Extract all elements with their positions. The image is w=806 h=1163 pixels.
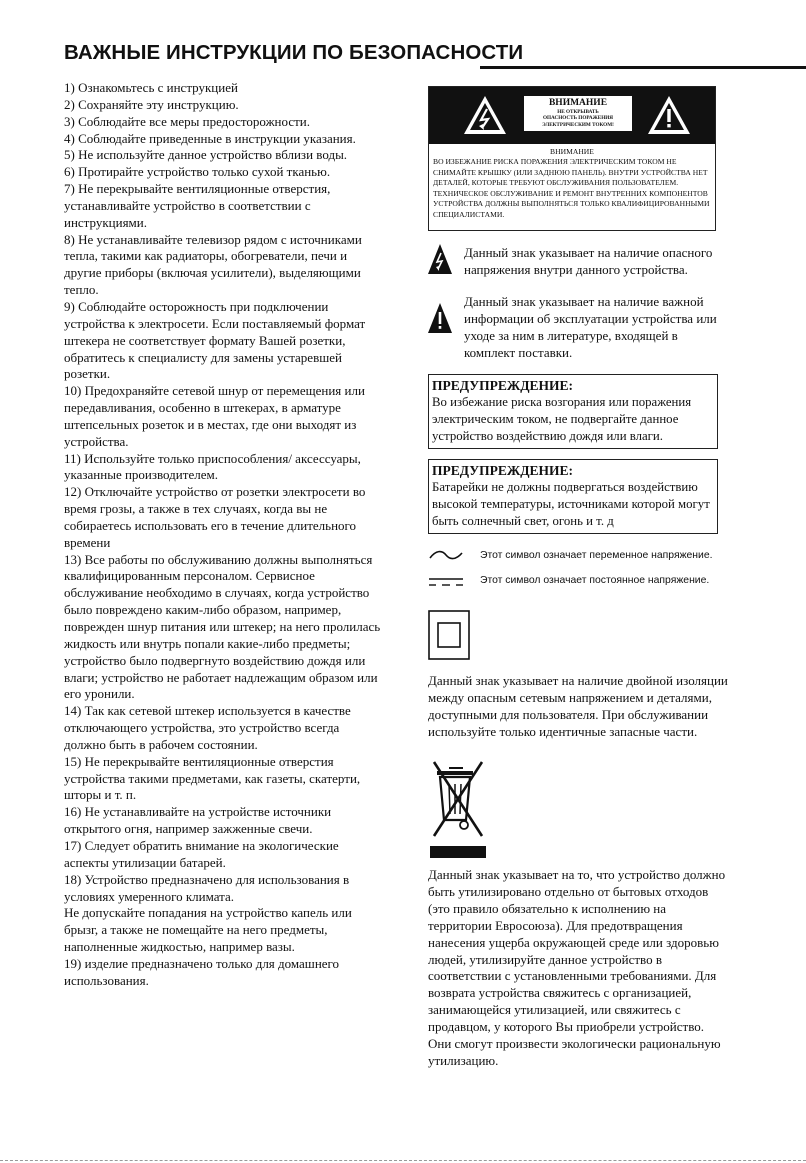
- info-sign-row: [428, 293, 728, 363]
- instruction-item: 8) Не устанавливайте телевизор рядом с источниками тепла, такими как радиаторы, обогреватели, печи и другие приборы (включая усилители), выделяющими тепло.: [64, 231, 362, 298]
- instruction-item: 18) Устройство предназначено для использования в условиях умеренного климата.: [64, 871, 350, 904]
- warning-text: Батарейки не должны подвергаться воздействию высокой температуры, источниками которой могут быть солнечный свет, огонь и т. д: [432, 480, 710, 528]
- instruction-item: 19) изделие предназначено только для домашнего использования.: [64, 955, 340, 988]
- ac-symbol-icon: [428, 550, 464, 562]
- page-title: ВАЖНЫЕ ИНСТРУКЦИИ ПО БЕЗОПАСНОСТИ: [64, 41, 524, 64]
- exclamation-warning-icon: [647, 95, 691, 135]
- double-insulation-paragraph: [428, 673, 728, 741]
- warning-box-moisture: [428, 374, 718, 449]
- band-line: ОПАСНОСТЬ ПОРАЖЕНИЯ: [542, 115, 614, 122]
- dc-symbol-row: [428, 574, 748, 590]
- instruction-item: 6) Протирайте устройство только сухой тканью.: [64, 164, 331, 180]
- dc-symbol-icon: [428, 576, 464, 588]
- warning-heading: ПРЕДУПРЕЖДЕНИЕ:: [432, 463, 574, 478]
- instruction-item: 17) Следует обратить внимание на экологические аспекты утилизации батарей.: [64, 837, 339, 870]
- lightning-warning-icon: [463, 95, 507, 135]
- ac-symbol-text: Этот символ означает переменное напряжение.: [480, 550, 713, 561]
- exclamation-warning-icon: [428, 303, 452, 335]
- info-sign-text: Данный знак указывает на наличие важной информации об эксплуатации устройства или уходе за ним в литературе, входящей в комплект поставки.: [464, 294, 717, 360]
- caution-heading: ВНИМАНИЕ: [550, 147, 594, 156]
- instruction-item: Не допускайте попадания на устройство капель или брызг, а также не помещайте на него предметы, наполненные жидкостью, например вазы.: [64, 905, 352, 955]
- ac-symbol-row: [428, 549, 748, 565]
- band-title: ВНИМАНИЕ: [548, 98, 608, 108]
- disposal-text: Данный знак указывает на то, что устройство должно быть утилизировано отдельно от бытовых отходов (это правило обязательно к исполнению на территории Евросоюза). Для предотвращения нанесения ущерба окружающей среде или здоровью людей, утилизируйте данное устройство в соответствии с установленными требованиями. Для возврата устройства свяжитесь с организацией, занимающейся утилизацией, или свяжитесь с продавцом, у которого Вы приобрели устройство. Они смогут произвести экологически рациональную утилизацию.: [428, 867, 726, 1068]
- warning-heading: ПРЕДУПРЕЖДЕНИЕ:: [432, 378, 574, 393]
- dc-symbol-text: Этот символ означает постоянное напряжение.: [480, 575, 710, 586]
- caution-body: ВО ИЗБЕЖАНИЕ РИСКА ПОРАЖЕНИЯ ЭЛЕКТРИЧЕСКИМ ТОКОМ НЕ СНИМАЙТЕ КРЫШКУ (ИЛИ ЗАДНЮЮ ПАНЕЛЬ). ВНУТРИ УСТРОЙСТВА НЕТ ДЕТАЛЕЙ, КОТОРЫЕ ТРЕБУЮТ ОБСЛУЖИВАНИЯ ПОЛЬЗОВАТЕЛЕМ. ТЕХНИЧЕСКОЕ ОБСЛУЖИВАНИЕ И РЕМОНТ ВНУТРЕННИХ КОМПОНЕНТОВ УСТРОЙСТВА ДОЛЖНЫ ВЫПОЛНЯТЬСЯ ТОЛЬКО КВАЛИФИЦИРОВАННЫМИ СПЕЦИАЛИСТАМИ.: [433, 157, 710, 219]
- instruction-item: 1) Ознакомьтесь с инструкцией: [64, 80, 238, 95]
- instruction-item: 4) Соблюдайте приведенные в инструкции указания.: [64, 130, 356, 146]
- instruction-item: 3) Соблюдайте все меры предосторожности.: [64, 113, 310, 129]
- warning-text: Во избежание риска возгорания или поражения электрическим током, не подвергайте данное устройство воздействию дождя или влаги.: [432, 395, 692, 443]
- instruction-item: 10) Предохраняйте сетевой шнур от перемещения или передавливания, особенно в штекерах, в арматуре штепсельных розеток и в местах, где они выходят из устройства.: [64, 383, 365, 449]
- band-line: НЕ ОТКРЫВАТЬ: [557, 109, 599, 115]
- lightning-warning-icon: [428, 244, 452, 276]
- instruction-item: 12) Отключайте устройство от розетки электросети во время грозы, а также в тех случаях, когда вы не собираетесь использовать его в течение длительного времени: [64, 484, 366, 550]
- caution-band-label: [524, 96, 632, 131]
- double-insulation-text: Данный знак указывает на наличие двойной изоляции между опасным сетевым напряжением и деталями, доступными для пользователя. При обслуживании используйте только идентичные запасные части.: [428, 673, 728, 739]
- warning-box-battery: [428, 459, 718, 534]
- instruction-item: 15) Не перекрывайте вентиляционные отверстия устройства такими предметами, как газеты, скатерти, шторы и т. п.: [64, 753, 361, 803]
- title-rule: [480, 66, 806, 69]
- caution-label: [428, 86, 716, 231]
- instruction-item: 14) Так как сетевой штекер используется в качестве отключающего устройства, это устройство всегда должно быть в рабочем состоянии.: [64, 703, 351, 752]
- instruction-item: 7) Не перекрывайте вентиляционные отверстия, устанавливайте устройство в соответствии с инструкциями.: [64, 181, 331, 230]
- instruction-item: 9) Соблюдайте осторожность при подключении устройства к электросети. Если поставляемый формат штекера не соответствует формату Вашей розетки, обратитесь к специалисту для замены устаревшей розетки.: [64, 298, 366, 382]
- page-bottom-edge: [0, 1160, 806, 1161]
- instruction-item: 13) Все работы по обслуживанию должны выполняться квалифицированным персоналом. Сервисное обслуживание необходимо в случаях, когда устройство было повреждено каким-либо образом, например, поврежден шнур питания или штекер; на него пролилась жидкость или внутрь попали какие-либо предметы; устройство было подвергнуто воздействию дождя или влаги; устройство не работает надлежащим образом или его уронили.: [64, 551, 381, 702]
- crossed-bin-icon: [428, 760, 488, 860]
- double-insulation-icon: [428, 610, 470, 660]
- instruction-item: 16) Не устанавливайте на устройстве источники открытого огня, например зажженные свечи.: [64, 804, 332, 837]
- voltage-sign-text: Данный знак указывает на наличие опасного напряжения внутри данного устройства.: [464, 245, 713, 277]
- caution-band: [429, 87, 715, 144]
- instruction-item: 2) Сохраняйте эту инструкцию.: [64, 96, 239, 112]
- instruction-item: 11) Используйте только приспособления/ аксессуары, указанные производителем.: [64, 450, 361, 483]
- safety-instructions-list: [64, 80, 382, 990]
- instruction-item: 5) Не используйте данное устройство вблизи воды.: [64, 147, 348, 163]
- voltage-sign-row: [428, 244, 728, 284]
- disposal-paragraph: [428, 867, 728, 1070]
- band-line: ЭЛЕКТРИЧЕСКИМ ТОКОМ!: [542, 121, 614, 128]
